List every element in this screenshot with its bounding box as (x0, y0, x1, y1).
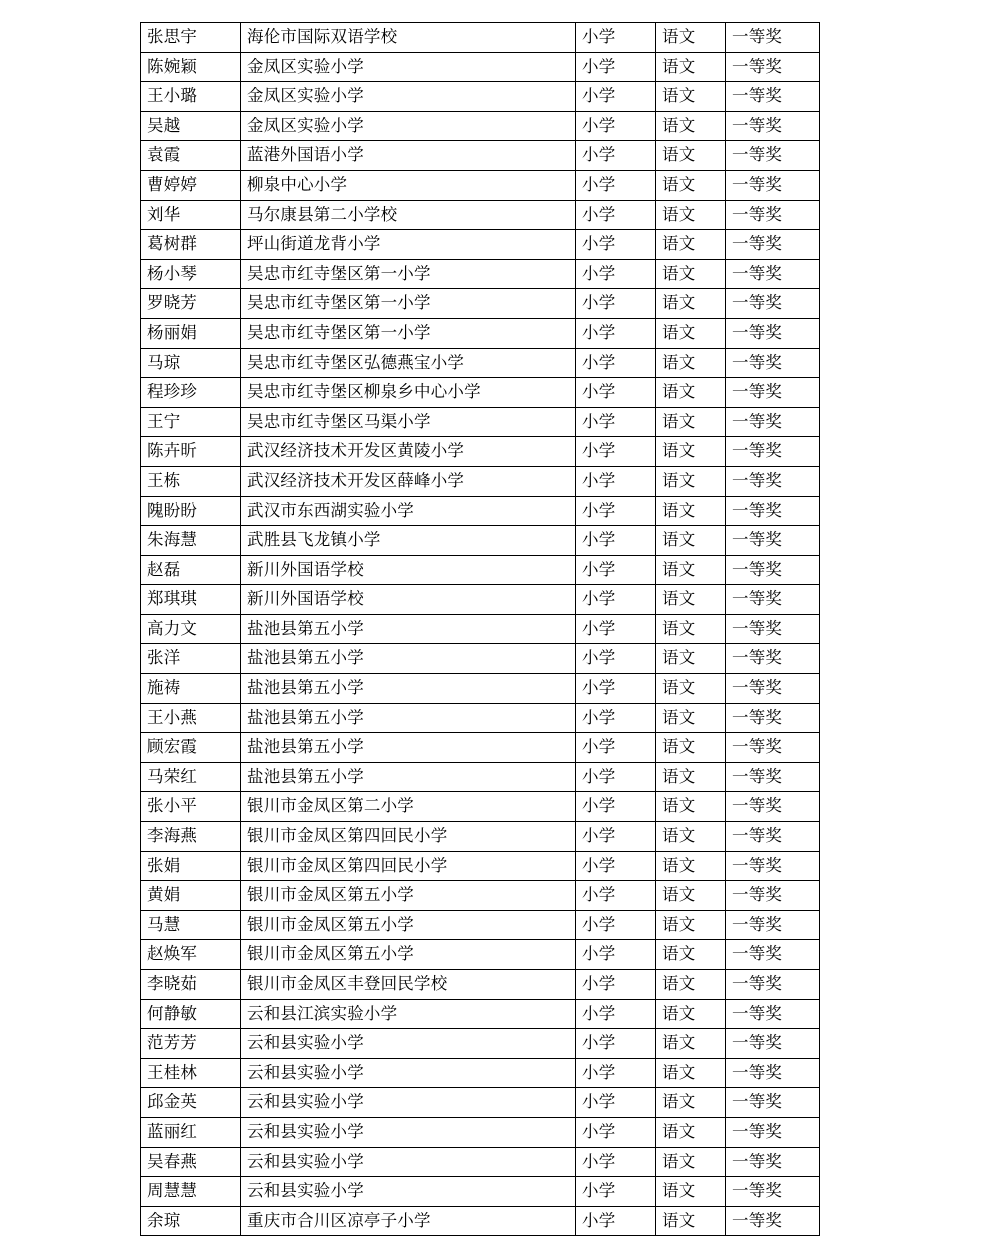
award-table-body (141, 23, 820, 1236)
cell-participant-name: 葛树群 (141, 230, 241, 260)
cell-school-name: 新川外国语学校 (241, 585, 576, 615)
cell-award-rank: 一等奖 (726, 1117, 820, 1147)
table-row (141, 526, 820, 556)
table-row (141, 348, 820, 378)
cell-subject: 语文 (656, 970, 726, 1000)
cell-education-level: 小学 (576, 348, 656, 378)
cell-participant-name: 吴春燕 (141, 1147, 241, 1177)
cell-subject: 语文 (656, 200, 726, 230)
cell-school-name: 银川市金凤区第二小学 (241, 792, 576, 822)
cell-participant-name: 马荣红 (141, 762, 241, 792)
cell-education-level: 小学 (576, 407, 656, 437)
table-row (141, 644, 820, 674)
cell-school-name: 柳泉中心小学 (241, 170, 576, 200)
cell-education-level: 小学 (576, 1177, 656, 1207)
cell-participant-name: 顾宏霞 (141, 733, 241, 763)
cell-participant-name: 王小燕 (141, 703, 241, 733)
cell-school-name: 盐池县第五小学 (241, 703, 576, 733)
cell-participant-name: 王小璐 (141, 82, 241, 112)
cell-education-level: 小学 (576, 259, 656, 289)
cell-school-name: 金凤区实验小学 (241, 82, 576, 112)
cell-subject: 语文 (656, 23, 726, 53)
table-row (141, 1029, 820, 1059)
cell-participant-name: 周慧慧 (141, 1177, 241, 1207)
cell-participant-name: 程珍珍 (141, 378, 241, 408)
cell-school-name: 吴忠市红寺堡区柳泉乡中心小学 (241, 378, 576, 408)
cell-subject: 语文 (656, 644, 726, 674)
cell-participant-name: 袁霞 (141, 141, 241, 171)
table-row (141, 555, 820, 585)
cell-participant-name: 张思宇 (141, 23, 241, 53)
cell-education-level: 小学 (576, 1117, 656, 1147)
cell-subject: 语文 (656, 940, 726, 970)
cell-participant-name: 范芳芳 (141, 1029, 241, 1059)
cell-participant-name: 陈卉昕 (141, 437, 241, 467)
cell-award-rank: 一等奖 (726, 496, 820, 526)
table-row (141, 1117, 820, 1147)
cell-school-name: 金凤区实验小学 (241, 111, 576, 141)
cell-participant-name: 张洋 (141, 644, 241, 674)
cell-subject: 语文 (656, 733, 726, 763)
cell-education-level: 小学 (576, 999, 656, 1029)
cell-school-name: 蓝港外国语小学 (241, 141, 576, 171)
cell-award-rank: 一等奖 (726, 585, 820, 615)
cell-participant-name: 赵磊 (141, 555, 241, 585)
cell-education-level: 小学 (576, 82, 656, 112)
cell-award-rank: 一等奖 (726, 881, 820, 911)
cell-education-level: 小学 (576, 674, 656, 704)
cell-subject: 语文 (656, 614, 726, 644)
cell-education-level: 小学 (576, 1147, 656, 1177)
cell-subject: 语文 (656, 703, 726, 733)
cell-subject: 语文 (656, 881, 726, 911)
cell-education-level: 小学 (576, 141, 656, 171)
cell-participant-name: 李晓茹 (141, 970, 241, 1000)
table-row (141, 585, 820, 615)
cell-award-rank: 一等奖 (726, 318, 820, 348)
cell-award-rank: 一等奖 (726, 1206, 820, 1236)
table-row (141, 407, 820, 437)
table-row (141, 496, 820, 526)
cell-subject: 语文 (656, 585, 726, 615)
cell-school-name: 吴忠市红寺堡区第一小学 (241, 289, 576, 319)
cell-education-level: 小学 (576, 437, 656, 467)
cell-education-level: 小学 (576, 1206, 656, 1236)
cell-subject: 语文 (656, 910, 726, 940)
cell-education-level: 小学 (576, 733, 656, 763)
cell-subject: 语文 (656, 348, 726, 378)
cell-education-level: 小学 (576, 762, 656, 792)
cell-subject: 语文 (656, 496, 726, 526)
cell-award-rank: 一等奖 (726, 348, 820, 378)
cell-subject: 语文 (656, 259, 726, 289)
cell-award-rank: 一等奖 (726, 200, 820, 230)
cell-award-rank: 一等奖 (726, 466, 820, 496)
cell-award-rank: 一等奖 (726, 289, 820, 319)
table-row (141, 881, 820, 911)
cell-school-name: 武汉市东西湖实验小学 (241, 496, 576, 526)
cell-education-level: 小学 (576, 1058, 656, 1088)
cell-participant-name: 赵焕军 (141, 940, 241, 970)
cell-education-level: 小学 (576, 200, 656, 230)
cell-award-rank: 一等奖 (726, 703, 820, 733)
cell-education-level: 小学 (576, 851, 656, 881)
table-row (141, 762, 820, 792)
award-list-table (140, 22, 820, 1236)
cell-school-name: 盐池县第五小学 (241, 733, 576, 763)
table-row (141, 111, 820, 141)
cell-participant-name: 黄娟 (141, 881, 241, 911)
cell-subject: 语文 (656, 999, 726, 1029)
cell-school-name: 盐池县第五小学 (241, 644, 576, 674)
cell-subject: 语文 (656, 762, 726, 792)
cell-education-level: 小学 (576, 1088, 656, 1118)
cell-subject: 语文 (656, 230, 726, 260)
cell-school-name: 银川市金凤区丰登回民学校 (241, 970, 576, 1000)
table-row (141, 259, 820, 289)
cell-school-name: 海伦市国际双语学校 (241, 23, 576, 53)
cell-participant-name: 邱金英 (141, 1088, 241, 1118)
table-row (141, 970, 820, 1000)
table-row (141, 1177, 820, 1207)
cell-subject: 语文 (656, 851, 726, 881)
cell-award-rank: 一等奖 (726, 1058, 820, 1088)
cell-award-rank: 一等奖 (726, 999, 820, 1029)
cell-participant-name: 陈婉颖 (141, 52, 241, 82)
cell-school-name: 云和县实验小学 (241, 1177, 576, 1207)
table-row (141, 940, 820, 970)
cell-education-level: 小学 (576, 230, 656, 260)
cell-education-level: 小学 (576, 614, 656, 644)
cell-education-level: 小学 (576, 526, 656, 556)
cell-award-rank: 一等奖 (726, 674, 820, 704)
cell-subject: 语文 (656, 170, 726, 200)
cell-award-rank: 一等奖 (726, 170, 820, 200)
cell-award-rank: 一等奖 (726, 822, 820, 852)
cell-education-level: 小学 (576, 466, 656, 496)
cell-subject: 语文 (656, 555, 726, 585)
cell-education-level: 小学 (576, 170, 656, 200)
cell-school-name: 吴忠市红寺堡区第一小学 (241, 259, 576, 289)
table-row (141, 82, 820, 112)
cell-education-level: 小学 (576, 555, 656, 585)
cell-subject: 语文 (656, 141, 726, 171)
cell-education-level: 小学 (576, 940, 656, 970)
cell-subject: 语文 (656, 466, 726, 496)
cell-subject: 语文 (656, 52, 726, 82)
cell-participant-name: 张小平 (141, 792, 241, 822)
cell-subject: 语文 (656, 437, 726, 467)
cell-education-level: 小学 (576, 881, 656, 911)
cell-education-level: 小学 (576, 111, 656, 141)
cell-school-name: 重庆市合川区凉亭子小学 (241, 1206, 576, 1236)
table-row (141, 466, 820, 496)
cell-school-name: 银川市金凤区第五小学 (241, 910, 576, 940)
cell-award-rank: 一等奖 (726, 614, 820, 644)
cell-participant-name: 杨丽娟 (141, 318, 241, 348)
cell-school-name: 盐池县第五小学 (241, 674, 576, 704)
cell-subject: 语文 (656, 318, 726, 348)
cell-participant-name: 刘华 (141, 200, 241, 230)
cell-participant-name: 马琼 (141, 348, 241, 378)
table-row (141, 851, 820, 881)
cell-subject: 语文 (656, 1029, 726, 1059)
table-row (141, 1206, 820, 1236)
cell-participant-name: 王桂林 (141, 1058, 241, 1088)
cell-education-level: 小学 (576, 585, 656, 615)
cell-award-rank: 一等奖 (726, 23, 820, 53)
table-row (141, 703, 820, 733)
table-row (141, 1058, 820, 1088)
cell-award-rank: 一等奖 (726, 555, 820, 585)
table-row (141, 318, 820, 348)
cell-education-level: 小学 (576, 378, 656, 408)
cell-participant-name: 施祷 (141, 674, 241, 704)
cell-school-name: 坪山街道龙背小学 (241, 230, 576, 260)
cell-subject: 语文 (656, 1088, 726, 1118)
cell-school-name: 银川市金凤区第四回民小学 (241, 822, 576, 852)
cell-participant-name: 高力文 (141, 614, 241, 644)
cell-participant-name: 张娟 (141, 851, 241, 881)
table-row (141, 999, 820, 1029)
cell-award-rank: 一等奖 (726, 970, 820, 1000)
table-row (141, 23, 820, 53)
cell-school-name: 马尔康县第二小学校 (241, 200, 576, 230)
cell-school-name: 金凤区实验小学 (241, 52, 576, 82)
cell-school-name: 银川市金凤区第四回民小学 (241, 851, 576, 881)
cell-school-name: 盐池县第五小学 (241, 762, 576, 792)
cell-subject: 语文 (656, 1177, 726, 1207)
cell-school-name: 吴忠市红寺堡区马渠小学 (241, 407, 576, 437)
cell-award-rank: 一等奖 (726, 437, 820, 467)
cell-award-rank: 一等奖 (726, 733, 820, 763)
cell-subject: 语文 (656, 407, 726, 437)
cell-school-name: 武汉经济技术开发区薛峰小学 (241, 466, 576, 496)
cell-school-name: 吴忠市红寺堡区弘德燕宝小学 (241, 348, 576, 378)
table-row (141, 170, 820, 200)
cell-award-rank: 一等奖 (726, 141, 820, 171)
cell-award-rank: 一等奖 (726, 111, 820, 141)
table-row (141, 614, 820, 644)
cell-participant-name: 郑琪琪 (141, 585, 241, 615)
cell-school-name: 银川市金凤区第五小学 (241, 881, 576, 911)
table-row (141, 200, 820, 230)
cell-award-rank: 一等奖 (726, 1088, 820, 1118)
cell-school-name: 云和县江滨实验小学 (241, 999, 576, 1029)
cell-education-level: 小学 (576, 23, 656, 53)
cell-school-name: 吴忠市红寺堡区第一小学 (241, 318, 576, 348)
cell-education-level: 小学 (576, 496, 656, 526)
cell-participant-name: 隗盼盼 (141, 496, 241, 526)
table-row (141, 910, 820, 940)
cell-school-name: 云和县实验小学 (241, 1117, 576, 1147)
table-row (141, 822, 820, 852)
cell-participant-name: 李海燕 (141, 822, 241, 852)
cell-participant-name: 罗晓芳 (141, 289, 241, 319)
cell-participant-name: 吴越 (141, 111, 241, 141)
table-row (141, 674, 820, 704)
cell-award-rank: 一等奖 (726, 940, 820, 970)
cell-participant-name: 余琼 (141, 1206, 241, 1236)
cell-award-rank: 一等奖 (726, 378, 820, 408)
cell-award-rank: 一等奖 (726, 259, 820, 289)
table-row (141, 1147, 820, 1177)
cell-subject: 语文 (656, 822, 726, 852)
cell-school-name: 云和县实验小学 (241, 1088, 576, 1118)
cell-school-name: 盐池县第五小学 (241, 614, 576, 644)
cell-award-rank: 一等奖 (726, 792, 820, 822)
cell-participant-name: 蓝丽红 (141, 1117, 241, 1147)
cell-education-level: 小学 (576, 822, 656, 852)
cell-education-level: 小学 (576, 703, 656, 733)
cell-school-name: 武胜县飞龙镇小学 (241, 526, 576, 556)
cell-award-rank: 一等奖 (726, 1029, 820, 1059)
cell-subject: 语文 (656, 111, 726, 141)
cell-school-name: 武汉经济技术开发区黄陵小学 (241, 437, 576, 467)
cell-participant-name: 马慧 (141, 910, 241, 940)
cell-education-level: 小学 (576, 318, 656, 348)
cell-award-rank: 一等奖 (726, 82, 820, 112)
cell-subject: 语文 (656, 1117, 726, 1147)
cell-participant-name: 何静敏 (141, 999, 241, 1029)
cell-subject: 语文 (656, 378, 726, 408)
cell-education-level: 小学 (576, 910, 656, 940)
table-row (141, 230, 820, 260)
cell-education-level: 小学 (576, 970, 656, 1000)
cell-award-rank: 一等奖 (726, 851, 820, 881)
table-row (141, 733, 820, 763)
cell-participant-name: 王栋 (141, 466, 241, 496)
cell-education-level: 小学 (576, 52, 656, 82)
cell-participant-name: 王宁 (141, 407, 241, 437)
table-row (141, 52, 820, 82)
cell-education-level: 小学 (576, 1029, 656, 1059)
cell-award-rank: 一等奖 (726, 230, 820, 260)
cell-award-rank: 一等奖 (726, 52, 820, 82)
cell-subject: 语文 (656, 526, 726, 556)
cell-subject: 语文 (656, 792, 726, 822)
table-row (141, 792, 820, 822)
cell-award-rank: 一等奖 (726, 1177, 820, 1207)
table-row (141, 289, 820, 319)
cell-school-name: 云和县实验小学 (241, 1058, 576, 1088)
cell-subject: 语文 (656, 674, 726, 704)
cell-award-rank: 一等奖 (726, 407, 820, 437)
cell-school-name: 云和县实验小学 (241, 1147, 576, 1177)
cell-school-name: 云和县实验小学 (241, 1029, 576, 1059)
cell-education-level: 小学 (576, 289, 656, 319)
table-row (141, 437, 820, 467)
cell-subject: 语文 (656, 82, 726, 112)
table-row (141, 1088, 820, 1118)
cell-education-level: 小学 (576, 644, 656, 674)
cell-participant-name: 杨小琴 (141, 259, 241, 289)
cell-award-rank: 一等奖 (726, 762, 820, 792)
cell-school-name: 新川外国语学校 (241, 555, 576, 585)
cell-award-rank: 一等奖 (726, 644, 820, 674)
cell-participant-name: 曹婷婷 (141, 170, 241, 200)
cell-award-rank: 一等奖 (726, 1147, 820, 1177)
table-row (141, 141, 820, 171)
table-row (141, 378, 820, 408)
cell-award-rank: 一等奖 (726, 526, 820, 556)
cell-participant-name: 朱海慧 (141, 526, 241, 556)
cell-subject: 语文 (656, 289, 726, 319)
cell-subject: 语文 (656, 1058, 726, 1088)
cell-subject: 语文 (656, 1147, 726, 1177)
cell-subject: 语文 (656, 1206, 726, 1236)
cell-education-level: 小学 (576, 792, 656, 822)
cell-school-name: 银川市金凤区第五小学 (241, 940, 576, 970)
cell-award-rank: 一等奖 (726, 910, 820, 940)
